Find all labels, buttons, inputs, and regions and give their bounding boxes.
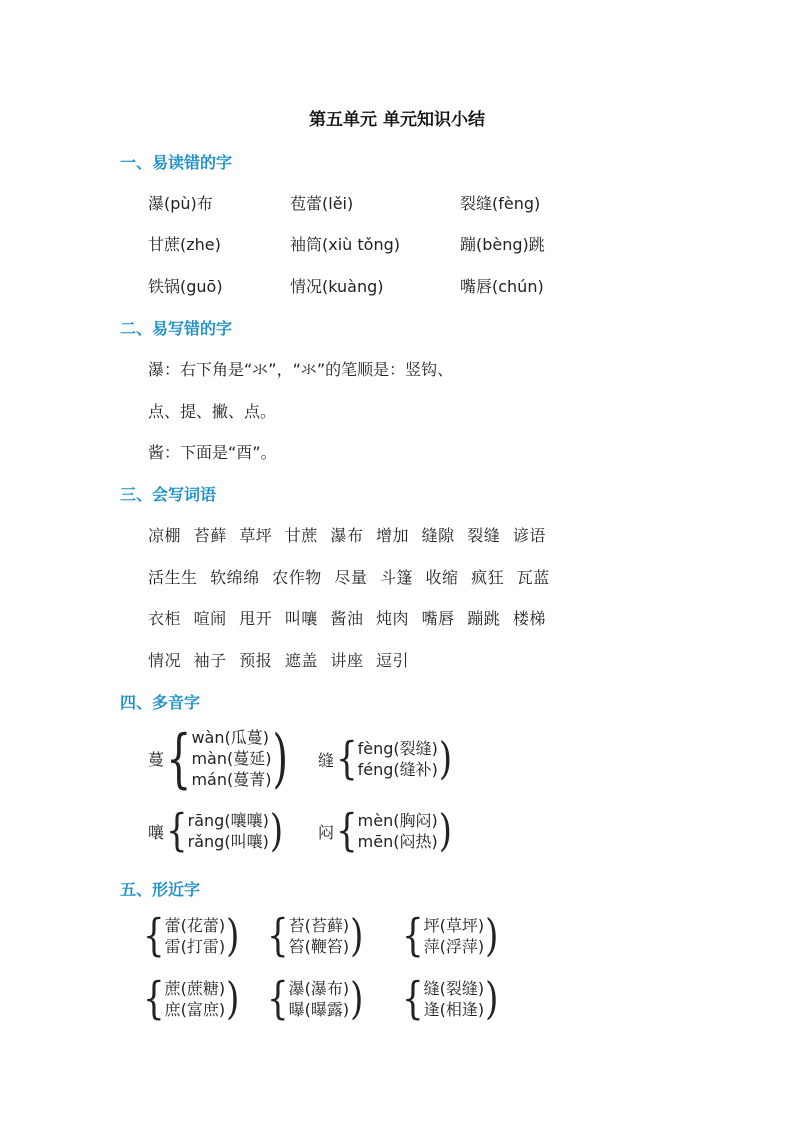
word: 农作物 [272, 568, 322, 587]
polyphone-group [148, 805, 284, 857]
char-line: 庶(富庶) [164, 1000, 226, 1019]
left-brace-icon: { [143, 973, 165, 1025]
word: 喧闹 [193, 609, 227, 628]
word-row [148, 648, 416, 671]
char-line: 蔗(蔗糖) [164, 979, 226, 998]
section-heading-2: 二、易写错的字 [120, 319, 233, 338]
similar-char-group [143, 973, 240, 1025]
section-heading-4: 四、多音字 [120, 693, 201, 712]
polyphone-char: 缝 [318, 750, 335, 770]
word: 疯狂 [471, 568, 505, 587]
similar-char-group [267, 910, 364, 962]
pinyin-line: wàn(瓜蔓) [191, 728, 269, 747]
left-brace-icon: { [143, 910, 165, 962]
polyphone-group [148, 721, 289, 796]
word: 活生生 [148, 568, 198, 587]
reading-item: 袖筒(xiù tǒng) [290, 235, 400, 254]
word: 苔藓 [193, 526, 227, 545]
pinyin-line: mēn(闷热) [357, 832, 438, 851]
pinyin-line: rǎng(叫嚷) [187, 832, 269, 851]
word: 预报 [239, 651, 273, 670]
similar-char-group [402, 910, 499, 962]
right-paren-icon: ) [438, 733, 453, 785]
reading-item: 裂缝(fèng) [460, 194, 541, 213]
char-line: 雷(打雷) [164, 937, 226, 956]
word: 斗篷 [379, 568, 413, 587]
right-paren-icon: ) [269, 805, 284, 857]
char-line: 蕾(花蕾) [164, 916, 226, 935]
word: 叫嚷 [284, 609, 318, 628]
left-brace-icon: { [402, 910, 424, 962]
left-brace-icon: { [336, 805, 358, 857]
word: 遮盖 [284, 651, 318, 670]
pinyin-line: mèn(胸闷) [357, 811, 438, 830]
writing-note: 瀑：右下角是“氺”，“氺”的笔顺是：竖钩、 [148, 360, 454, 379]
word: 甩开 [239, 609, 273, 628]
pinyin-lines [358, 810, 438, 852]
word: 讲座 [330, 651, 364, 670]
word: 逗引 [376, 651, 410, 670]
polyphone-char: 闷 [318, 822, 335, 842]
left-brace-icon: { [402, 973, 424, 1025]
word: 蹦跳 [467, 609, 501, 628]
char-line: 坪(草坪) [423, 916, 485, 935]
word: 嘴唇 [421, 609, 455, 628]
reading-item: 瀑(pù)布 [148, 194, 213, 213]
char-line: 曝(曝露) [288, 1000, 350, 1019]
polyphone-char: 蔓 [148, 750, 165, 769]
writing-note: 酱：下面是“酉”。 [148, 443, 277, 462]
word: 楼梯 [512, 609, 546, 628]
reading-item: 苞蕾(lěi) [290, 194, 354, 213]
pinyin-line: féng(缝补) [357, 760, 438, 779]
char-lines [165, 978, 226, 1020]
word: 炖肉 [376, 609, 410, 628]
char-lines [424, 978, 485, 1020]
word: 草坪 [239, 526, 273, 545]
char-lines [424, 915, 485, 957]
similar-char-group [267, 973, 364, 1025]
word-row [148, 606, 553, 629]
word: 酱油 [330, 609, 364, 628]
left-brace-icon: { [336, 733, 358, 785]
section-heading-5: 五、形近字 [120, 880, 201, 899]
word: 凉棚 [148, 526, 182, 545]
word: 瓦蓝 [516, 568, 550, 587]
word: 情况 [148, 651, 182, 670]
pinyin-line: màn(蔓延) [191, 749, 272, 768]
char-line: 瀑(瀑布) [288, 979, 350, 998]
char-lines [289, 915, 350, 957]
right-paren-icon: ) [485, 973, 499, 1025]
word: 增加 [376, 526, 410, 545]
pinyin-lines [191, 727, 271, 790]
reading-item: 嘴唇(chún) [460, 277, 544, 296]
similar-char-group [143, 910, 240, 962]
reading-item: 蹦(bèng)跳 [460, 235, 545, 254]
reading-item: 铁锅(guō) [148, 277, 223, 296]
section-heading-3: 三、会写词语 [120, 485, 217, 504]
right-paren-icon: ) [350, 910, 364, 962]
right-paren-icon: ) [350, 973, 364, 1025]
right-paren-icon: ) [438, 805, 452, 857]
word: 瀑布 [330, 526, 364, 545]
reading-item: 甘蔗(zhe) [148, 235, 221, 254]
word: 谚语 [512, 526, 546, 545]
section-heading-1: 一、易读错的字 [120, 153, 233, 172]
word: 袖子 [193, 651, 227, 670]
left-brace-icon: { [166, 721, 192, 796]
pinyin-line: rāng(嚷嚷) [187, 811, 269, 830]
reading-item: 情况(kuàng) [290, 277, 384, 296]
word: 甘蔗 [284, 526, 318, 545]
polyphone-group [318, 733, 453, 785]
word: 收缩 [425, 568, 459, 587]
char-line: 苔(苔藓) [288, 916, 350, 935]
char-lines [289, 978, 350, 1020]
char-lines [165, 915, 226, 957]
word: 缝隙 [421, 526, 455, 545]
right-paren-icon: ) [272, 721, 289, 796]
word-row [148, 565, 557, 588]
word-row [148, 523, 553, 546]
char-line: 萍(浮萍) [423, 937, 485, 956]
right-paren-icon: ) [226, 973, 240, 1025]
char-line: 笞(鞭笞) [288, 937, 350, 956]
right-paren-icon: ) [226, 910, 240, 962]
similar-char-group [402, 973, 499, 1025]
word: 软绵绵 [210, 568, 260, 587]
pinyin-line: fèng(裂缝) [357, 739, 438, 758]
word: 衣柜 [148, 609, 182, 628]
char-line: 逢(相逢) [423, 1000, 485, 1019]
polyphone-group [318, 805, 452, 857]
pinyin-line: mán(蔓菁) [191, 770, 272, 789]
writing-note: 点、提、撇、点。 [148, 402, 277, 421]
polyphone-char: 嚷 [148, 822, 165, 842]
char-line: 缝(裂缝) [423, 979, 485, 998]
page-title: 第五单元 单元知识小结 [309, 110, 485, 130]
left-brace-icon: { [267, 910, 289, 962]
word: 尽量 [334, 568, 368, 587]
pinyin-lines [358, 738, 438, 780]
right-paren-icon: ) [485, 910, 499, 962]
left-brace-icon: { [267, 973, 289, 1025]
word: 裂缝 [467, 526, 501, 545]
left-brace-icon: { [166, 805, 188, 857]
pinyin-lines [188, 810, 269, 852]
